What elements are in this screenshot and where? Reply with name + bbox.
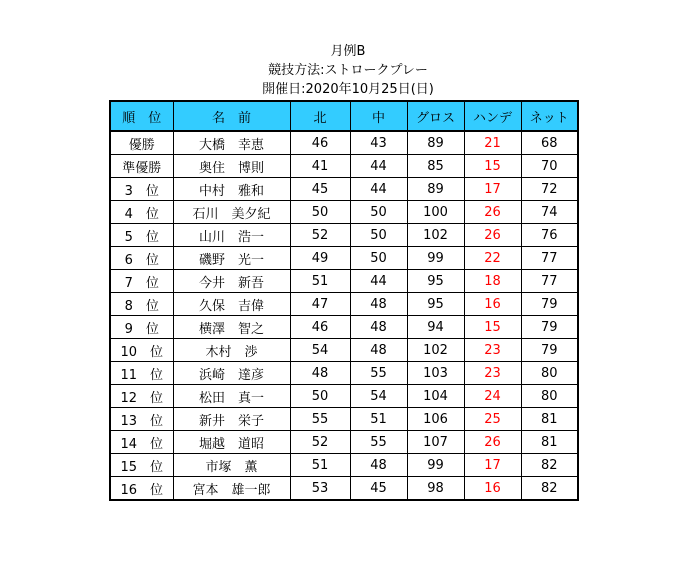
middle-score-cell: 48 xyxy=(350,454,407,477)
gross-score-cell: 85 xyxy=(407,155,464,178)
handicap-cell: 23 xyxy=(464,339,521,362)
handicap-cell: 26 xyxy=(464,431,521,454)
rank-cell: 12 位 xyxy=(110,385,173,408)
north-score-cell: 50 xyxy=(290,385,350,408)
table-row xyxy=(110,270,578,293)
table-row xyxy=(110,408,578,431)
net-score-cell: 79 xyxy=(521,293,578,316)
north-score-cell: 46 xyxy=(290,316,350,339)
rank-cell: 7 位 xyxy=(110,270,173,293)
rank-cell: 16 位 xyxy=(110,477,173,501)
column-header-gross: グロス xyxy=(407,101,464,131)
gross-score-cell: 95 xyxy=(407,270,464,293)
header-row xyxy=(110,101,578,131)
middle-score-cell: 45 xyxy=(350,477,407,501)
name-cell: 松田 真一 xyxy=(173,385,290,408)
name-cell: 石川 美夕紀 xyxy=(173,201,290,224)
handicap-cell: 22 xyxy=(464,247,521,270)
column-header-rank: 順 位 xyxy=(110,101,173,131)
net-score-cell: 80 xyxy=(521,362,578,385)
table-row xyxy=(110,431,578,454)
middle-score-cell: 55 xyxy=(350,431,407,454)
middle-score-cell: 43 xyxy=(350,131,407,155)
name-cell: 新井 栄子 xyxy=(173,408,290,431)
middle-score-cell: 48 xyxy=(350,293,407,316)
event-name: 月例B xyxy=(330,44,366,59)
table-row xyxy=(110,178,578,201)
middle-score-cell: 54 xyxy=(350,385,407,408)
handicap-cell: 21 xyxy=(464,131,521,155)
rank-cell: 9 位 xyxy=(110,316,173,339)
rank-cell: 準優勝 xyxy=(110,155,173,178)
rank-cell: 優勝 xyxy=(110,131,173,155)
rank-cell: 13 位 xyxy=(110,408,173,431)
results-body xyxy=(110,131,578,500)
name-cell: 久保 吉偉 xyxy=(173,293,290,316)
north-score-cell: 41 xyxy=(290,155,350,178)
north-score-cell: 52 xyxy=(290,431,350,454)
column-header-name: 名 前 xyxy=(173,101,290,131)
net-score-cell: 72 xyxy=(521,178,578,201)
north-score-cell: 52 xyxy=(290,224,350,247)
table-row xyxy=(110,385,578,408)
column-header-handicap: ハンデ xyxy=(464,101,521,131)
gross-score-cell: 89 xyxy=(407,178,464,201)
rank-cell: 11 位 xyxy=(110,362,173,385)
handicap-cell: 26 xyxy=(464,224,521,247)
name-cell: 中村 雅和 xyxy=(173,178,290,201)
name-cell: 磯野 光一 xyxy=(173,247,290,270)
gross-score-cell: 102 xyxy=(407,224,464,247)
middle-score-cell: 51 xyxy=(350,408,407,431)
name-cell: 山川 浩一 xyxy=(173,224,290,247)
gross-score-cell: 94 xyxy=(407,316,464,339)
competition-format: 競技方法:ストロークプレー xyxy=(268,63,428,78)
north-score-cell: 45 xyxy=(290,178,350,201)
table-row xyxy=(110,316,578,339)
handicap-cell: 16 xyxy=(464,477,521,501)
handicap-cell: 17 xyxy=(464,454,521,477)
name-cell: 木村 渉 xyxy=(173,339,290,362)
table-row xyxy=(110,247,578,270)
handicap-cell: 24 xyxy=(464,385,521,408)
table-row xyxy=(110,131,578,155)
net-score-cell: 80 xyxy=(521,385,578,408)
north-score-cell: 46 xyxy=(290,131,350,155)
rank-cell: 8 位 xyxy=(110,293,173,316)
gross-score-cell: 100 xyxy=(407,201,464,224)
name-cell: 今井 新吾 xyxy=(173,270,290,293)
middle-score-cell: 50 xyxy=(350,201,407,224)
net-score-cell: 68 xyxy=(521,131,578,155)
handicap-cell: 25 xyxy=(464,408,521,431)
handicap-cell: 26 xyxy=(464,201,521,224)
north-score-cell: 50 xyxy=(290,201,350,224)
middle-score-cell: 44 xyxy=(350,178,407,201)
handicap-cell: 18 xyxy=(464,270,521,293)
name-cell: 横澤 智之 xyxy=(173,316,290,339)
net-score-cell: 76 xyxy=(521,224,578,247)
net-score-cell: 79 xyxy=(521,316,578,339)
column-header-net: ネット xyxy=(521,101,578,131)
table-row xyxy=(110,454,578,477)
table-row xyxy=(110,362,578,385)
middle-score-cell: 44 xyxy=(350,155,407,178)
north-score-cell: 47 xyxy=(290,293,350,316)
middle-score-cell: 55 xyxy=(350,362,407,385)
middle-score-cell: 44 xyxy=(350,270,407,293)
rank-cell: 4 位 xyxy=(110,201,173,224)
table-row xyxy=(110,201,578,224)
name-cell: 堀越 道昭 xyxy=(173,431,290,454)
gross-score-cell: 106 xyxy=(407,408,464,431)
net-score-cell: 77 xyxy=(521,247,578,270)
handicap-cell: 15 xyxy=(464,316,521,339)
net-score-cell: 82 xyxy=(521,454,578,477)
north-score-cell: 48 xyxy=(290,362,350,385)
net-score-cell: 81 xyxy=(521,408,578,431)
north-score-cell: 55 xyxy=(290,408,350,431)
net-score-cell: 82 xyxy=(521,477,578,501)
table-row xyxy=(110,155,578,178)
net-score-cell: 74 xyxy=(521,201,578,224)
rank-cell: 10 位 xyxy=(110,339,173,362)
rank-cell: 14 位 xyxy=(110,431,173,454)
gross-score-cell: 99 xyxy=(407,454,464,477)
held-date: 開催日:2020年10月25日(日) xyxy=(262,82,434,97)
table-row xyxy=(110,339,578,362)
name-cell: 浜崎 達彦 xyxy=(173,362,290,385)
rank-cell: 6 位 xyxy=(110,247,173,270)
gross-score-cell: 107 xyxy=(407,431,464,454)
name-cell: 奥住 博則 xyxy=(173,155,290,178)
table-row xyxy=(110,293,578,316)
gross-score-cell: 89 xyxy=(407,131,464,155)
rank-cell: 3 位 xyxy=(110,178,173,201)
name-cell: 市塚 薫 xyxy=(173,454,290,477)
handicap-cell: 15 xyxy=(464,155,521,178)
gross-score-cell: 103 xyxy=(407,362,464,385)
middle-score-cell: 50 xyxy=(350,224,407,247)
net-score-cell: 79 xyxy=(521,339,578,362)
net-score-cell: 77 xyxy=(521,270,578,293)
north-score-cell: 51 xyxy=(290,454,350,477)
column-header-middle: 中 xyxy=(350,101,407,131)
net-score-cell: 70 xyxy=(521,155,578,178)
gross-score-cell: 102 xyxy=(407,339,464,362)
gross-score-cell: 95 xyxy=(407,293,464,316)
name-cell: 大橋 幸恵 xyxy=(173,131,290,155)
middle-score-cell: 48 xyxy=(350,316,407,339)
north-score-cell: 49 xyxy=(290,247,350,270)
handicap-cell: 17 xyxy=(464,178,521,201)
net-score-cell: 81 xyxy=(521,431,578,454)
north-score-cell: 51 xyxy=(290,270,350,293)
title-block xyxy=(0,42,696,99)
gross-score-cell: 99 xyxy=(407,247,464,270)
column-header-north: 北 xyxy=(290,101,350,131)
north-score-cell: 54 xyxy=(290,339,350,362)
handicap-cell: 16 xyxy=(464,293,521,316)
name-cell: 宮本 雄一郎 xyxy=(173,477,290,501)
table-row xyxy=(110,477,578,501)
handicap-cell: 23 xyxy=(464,362,521,385)
table-row xyxy=(110,224,578,247)
gross-score-cell: 98 xyxy=(407,477,464,501)
north-score-cell: 53 xyxy=(290,477,350,501)
rank-cell: 5 位 xyxy=(110,224,173,247)
gross-score-cell: 104 xyxy=(407,385,464,408)
middle-score-cell: 48 xyxy=(350,339,407,362)
rank-cell: 15 位 xyxy=(110,454,173,477)
middle-score-cell: 50 xyxy=(350,247,407,270)
results-table xyxy=(109,100,579,501)
